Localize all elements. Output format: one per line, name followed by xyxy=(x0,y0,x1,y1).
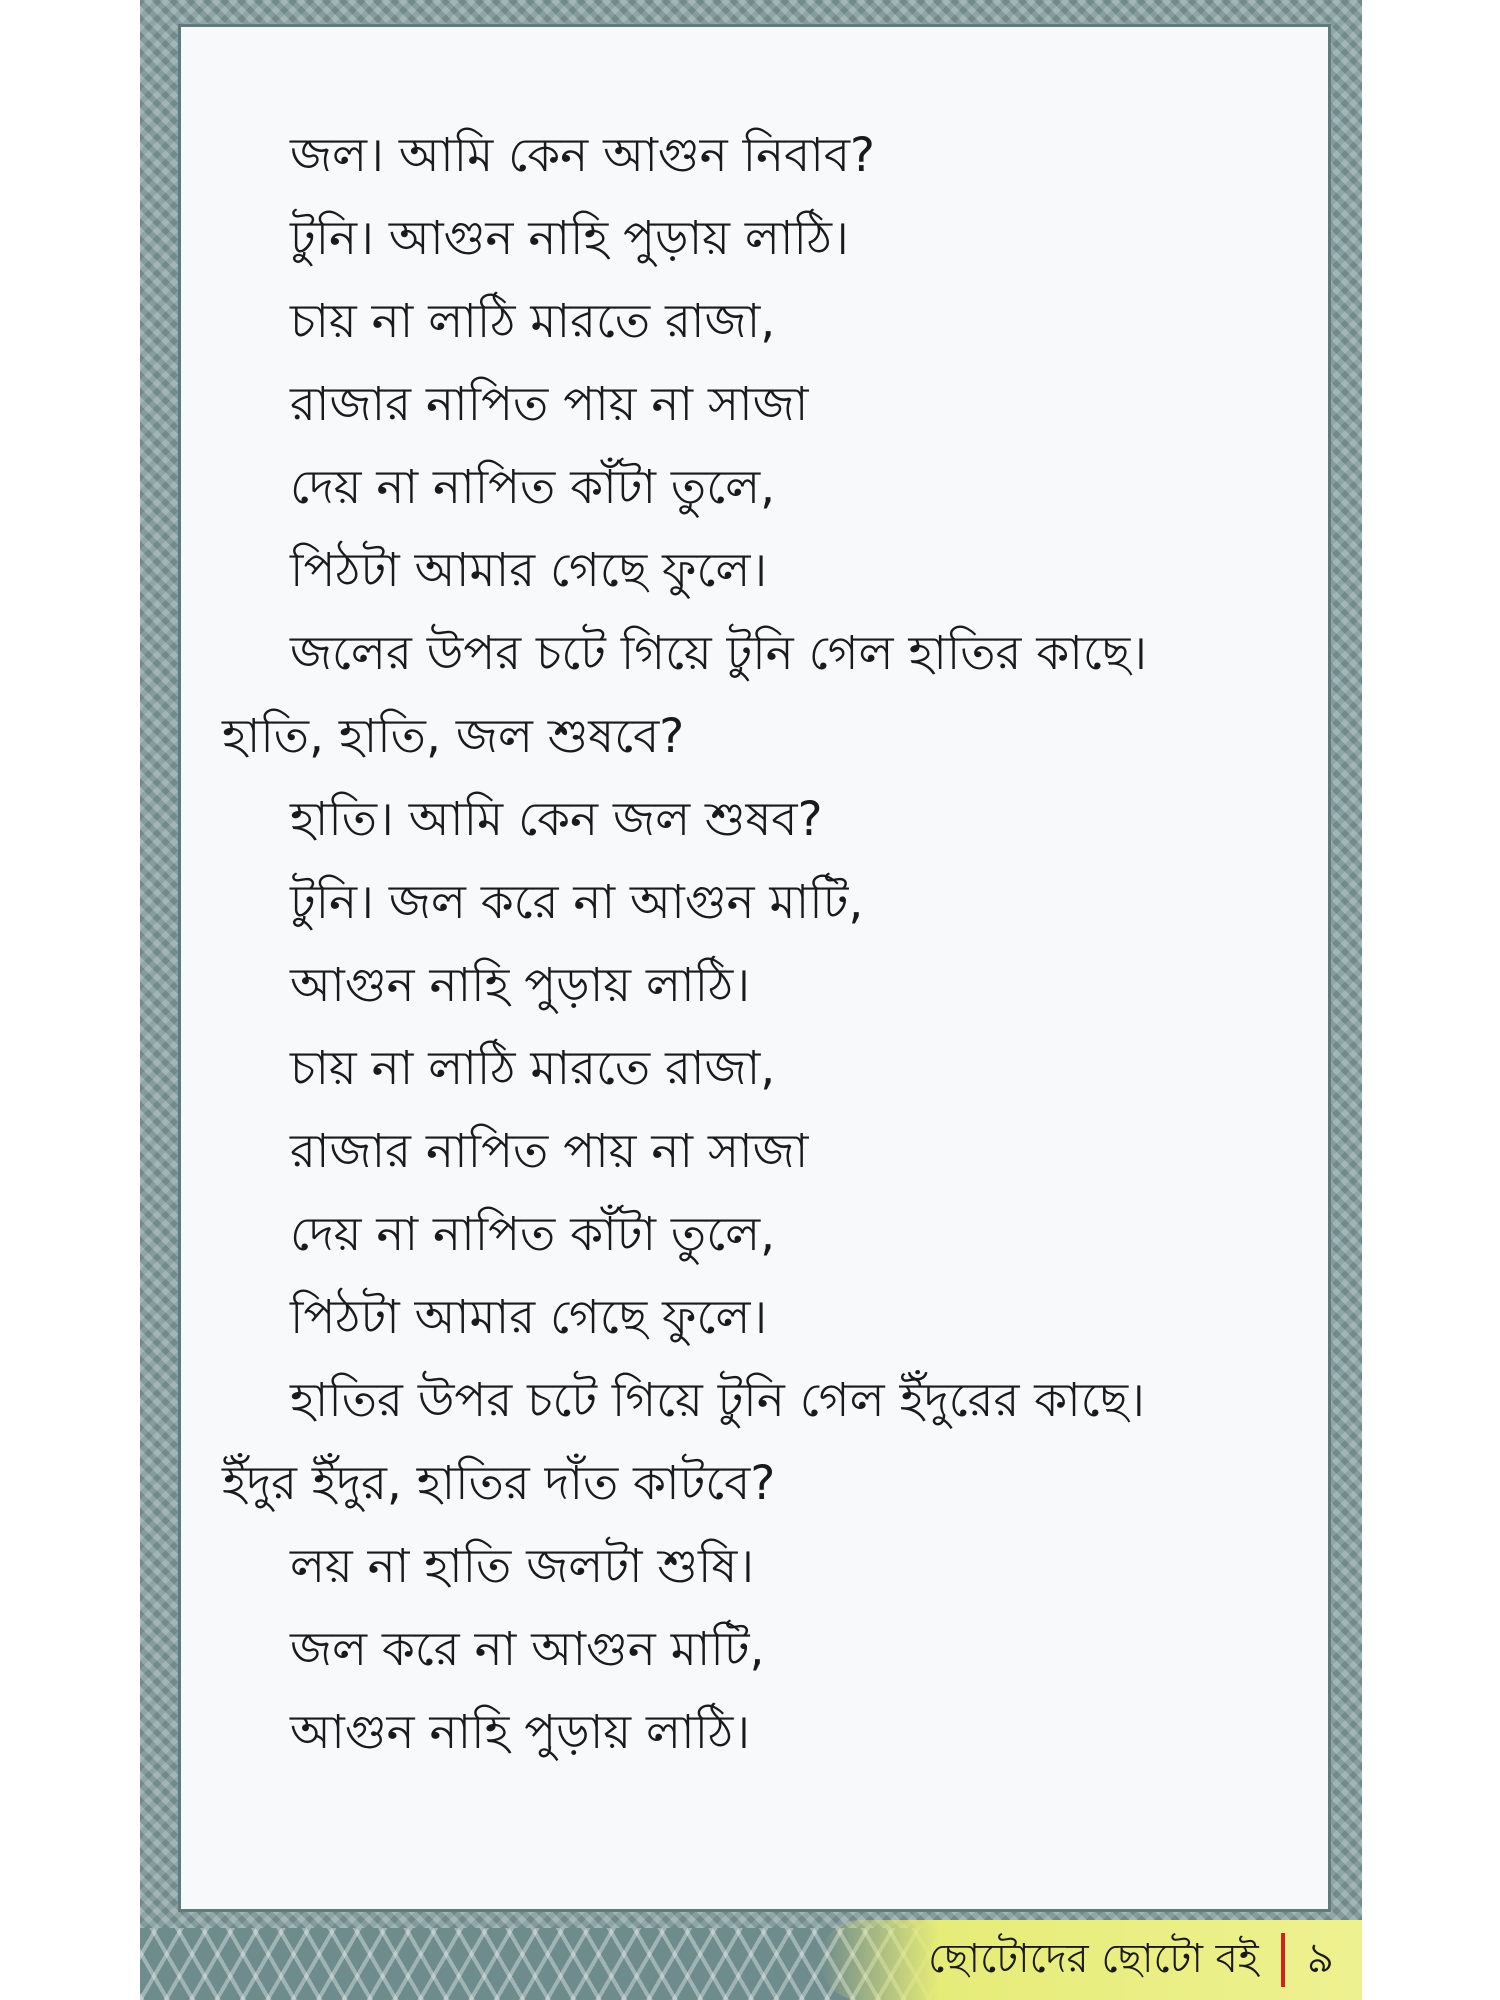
text-line: ইঁদুর ইঁদুর, হাতির দাঁত কাটবে? xyxy=(222,1456,776,1511)
page-number: ৯ xyxy=(1306,1932,1334,1982)
text-line: পিঠটা আমার গেছে ফুলে। xyxy=(290,543,768,598)
page-footer xyxy=(820,1920,1362,2000)
text-line: দেয় না নাপিত কাঁটা তুলে, xyxy=(290,1207,776,1262)
text-line: হাতির উপর চটে গিয়ে টুনি গেল ইঁদুরের কাছে। xyxy=(290,1373,1145,1428)
text-line: চায় না লাঠি মারতে রাজা, xyxy=(290,294,776,349)
book-title: ছোটোদের ছোটো বই xyxy=(928,1935,1259,1982)
book-page xyxy=(178,24,1331,1912)
text-line: পিঠটা আমার গেছে ফুলে। xyxy=(290,1290,768,1345)
text-line: দেয় না নাপিত কাঁটা তুলে, xyxy=(290,460,776,515)
text-line: টুনি। জল করে না আগুন মাটি, xyxy=(290,875,864,930)
text-line: চায় না লাঠি মারতে রাজা, xyxy=(290,1041,776,1096)
footer-divider xyxy=(1281,1933,1285,1987)
text-line: জল। আমি কেন আগুন নিবাব? xyxy=(290,128,875,183)
text-line: রাজার নাপিত পায় না সাজা xyxy=(290,377,809,432)
text-line: আগুন নাহি পুড়ায় লাঠি। xyxy=(290,1705,750,1760)
text-line: রাজার নাপিত পায় না সাজা xyxy=(290,1124,809,1179)
text-line: টুনি। আগুন নাহি পুড়ায় লাঠি। xyxy=(290,211,849,266)
text-line: হাতি, হাতি, জল শুষবে? xyxy=(222,709,685,764)
text-line: লয় না হাতি জলটা শুষি। xyxy=(290,1539,755,1594)
text-line: জলের উপর চটে গিয়ে টুনি গেল হাতির কাছে। xyxy=(290,626,1148,681)
poem-text xyxy=(178,114,1331,1774)
text-line: হাতি। আমি কেন জল শুষব? xyxy=(290,792,823,847)
text-line: জল করে না আগুন মাটি, xyxy=(290,1622,765,1677)
text-line: আগুন নাহি পুড়ায় লাঠি। xyxy=(290,958,750,1013)
